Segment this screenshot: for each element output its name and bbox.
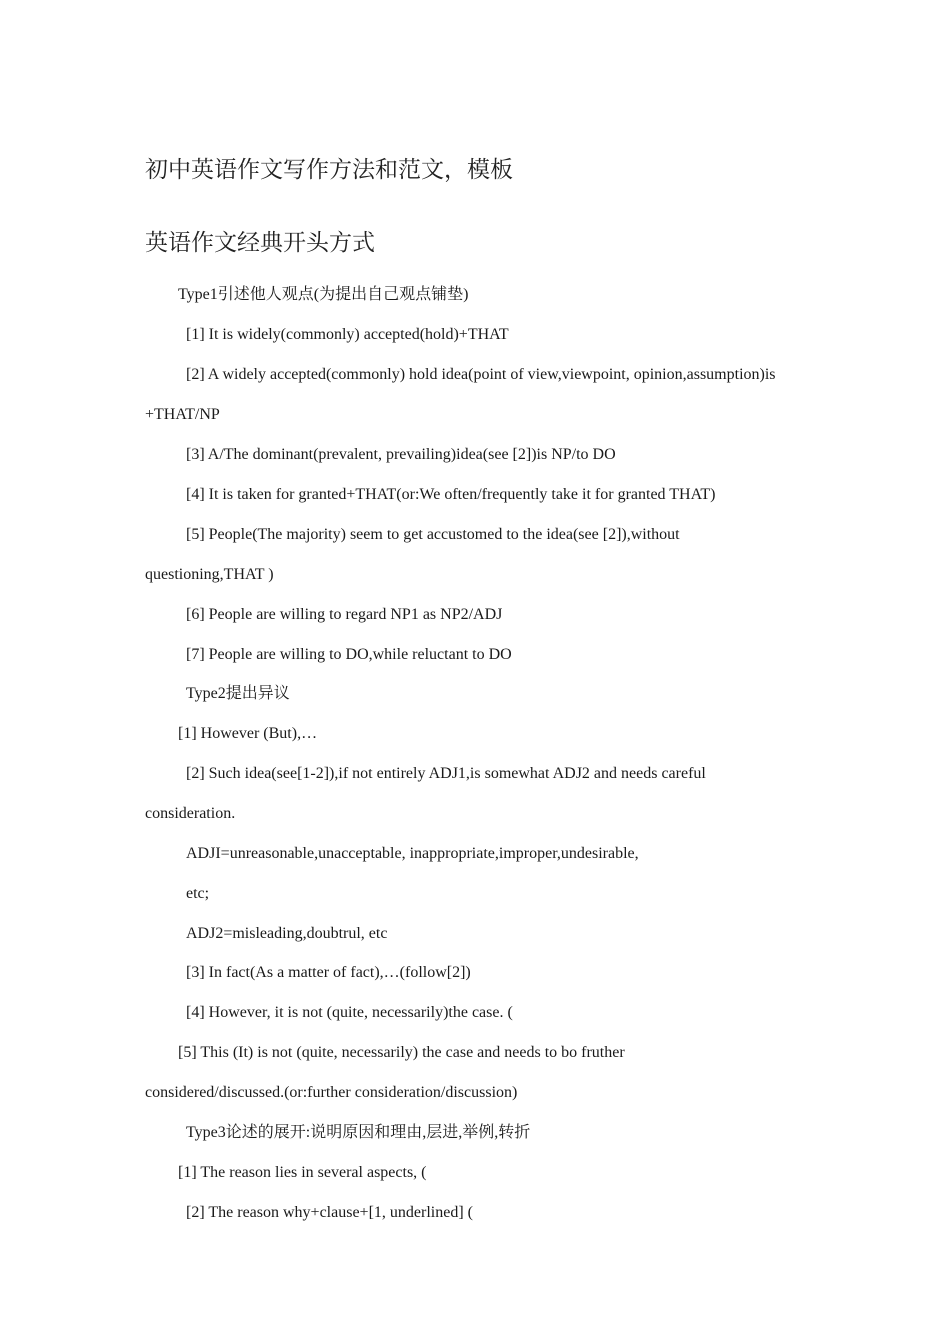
text-line: [1] However (But),… [178,725,318,742]
text-line: +THAT/NP [145,406,220,423]
text-line: [3] A/The dominant(prevalent, prevailing)idea(see [2])is NP/to DO [186,446,616,463]
text-line: [7] People are willing to DO,while reluctant to DO [186,646,512,663]
text-line: etc; [186,885,210,902]
text-line: [1] It is widely(commonly) accepted(hold)+THAT [186,326,509,343]
type1-heading: Type1引述他人观点(为提出自己观点铺垫) [178,286,469,303]
text-line: consideration. [145,805,236,822]
document-title: 初中英语作文写作方法和范文，模板 [145,157,513,182]
text-line: [2] Such idea(see[1-2]),if not entirely ADJ1,is somewhat ADJ2 and needs careful [186,765,706,782]
type3-heading: Type3论述的展开:说明原因和理由,层进,举例,转折 [186,1124,531,1141]
text-line: questioning,THAT ) [145,566,274,583]
text-line: considered/discussed.(or:further consideration/discussion) [145,1084,518,1101]
text-line: [2] A widely accepted(commonly) hold idea(point of view,viewpoint, opinion,assumption)is [186,366,776,383]
text-line: [5] People(The majority) seem to get accustomed to the idea(see [2]),without [186,526,680,543]
text-line: ADJI=unreasonable,unacceptable, inappropriate,improper,undesirable, [186,845,639,862]
text-line: [4] However, it is not (quite, necessarily)the case. ( [186,1004,513,1021]
text-line: [4] It is taken for granted+THAT(or:We often/frequently take it for granted THAT) [186,486,716,503]
text-line: [5] This (It) is not (quite, necessarily) the case and needs to bo fruther [178,1044,625,1061]
text-line: [6] People are willing to regard NP1 as NP2/ADJ [186,606,503,623]
text-line: [2] The reason why+clause+[1, underlined] ( [186,1204,473,1221]
text-line: [3] In fact(As a matter of fact),…(follow[2]) [186,964,471,981]
type2-heading: Type2提出异议 [186,685,290,702]
text-line: ADJ2=misleading,doubtrul, etc [186,925,388,942]
text-line: [1] The reason lies in several aspects, ( [178,1164,427,1181]
section-heading: 英语作文经典开头方式 [145,230,375,255]
